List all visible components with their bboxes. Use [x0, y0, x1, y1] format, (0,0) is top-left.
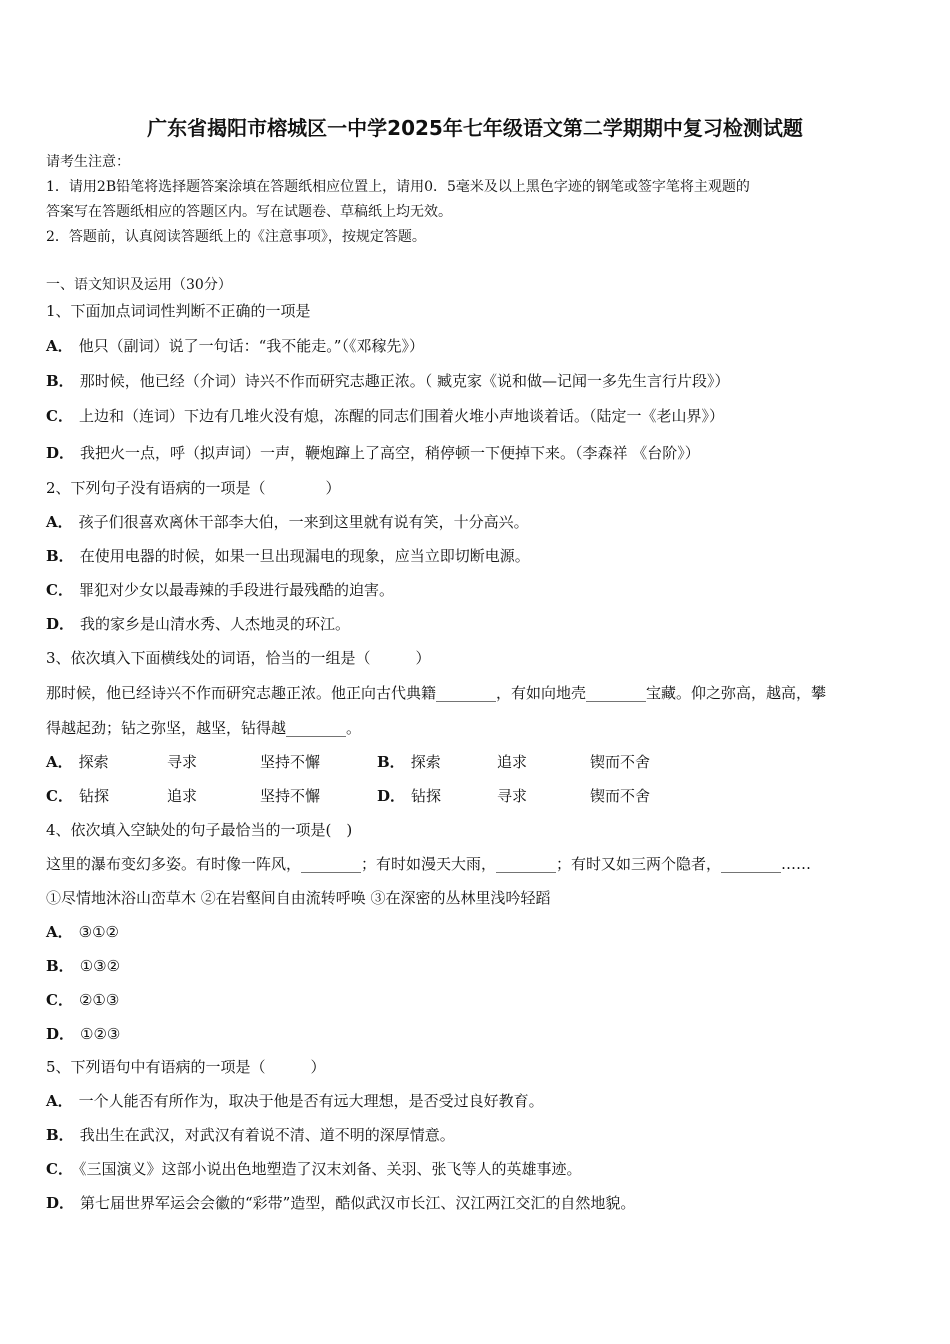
q3-option-d-word2: 寻求 [497, 787, 528, 805]
q4-passage: 这里的瀑布变幻多姿。有时像一阵风，________；有时如漫天大雨，________；有时又如三两个隐者，________…… [46, 855, 812, 873]
q5-option-c: C． 《三国演义》这部小说出色地塑造了汉末刘备、关羽、张飞等人的英雄事迹。 [46, 1160, 582, 1178]
q3-passage-a: 那时候，他已经诗兴不作而研究志趣正浓。他正向古代典籍________，有如向地壳________宝藏。仰之弥高，越高，攀 [46, 684, 827, 702]
q2-option-a: A． 孩子们很喜欢离休干部李大伯，一来到这里就有说有笑，十分高兴。 [46, 513, 529, 531]
q3-option-b-word2: 追求 [497, 753, 528, 771]
q3-option-a-word3: 坚持不懈 [260, 753, 321, 771]
q3-passage-b: 得越起劲；钻之弥坚，越坚，钻得越________。 [46, 719, 362, 737]
q4-choices: ①尽情地沐浴山峦草木 ②在岩壑间自由流转呼唤 ③在深密的丛林里浅吟轻蹈 [46, 889, 551, 907]
q1-option-d: D． 我把火一点，呼（拟声词）一声，鞭炮蹿上了高空，稍停顿一下便掉下来。（李森祥 《台阶》） [46, 444, 700, 462]
q2-option-d: D． 我的家乡是山清水秀、人杰地灵的环江。 [46, 615, 351, 633]
q5-stem: 5、下列语句中有语病的一项是（ ） [46, 1058, 326, 1076]
q5-option-d: D． 第七届世界军运会会徽的“彩带”造型，酷似武汉市长江、汉江两江交汇的自然地貌。 [46, 1194, 636, 1212]
q3-option-b: B． 探索 [377, 753, 441, 771]
q2-option-c: C． 罪犯对少女以最毒辣的手段进行最残酷的迫害。 [46, 581, 394, 599]
q5-option-a: A． 一个人能否有所作为，取决于他是否有远大理想，是否受过良好教育。 [46, 1092, 544, 1110]
notice-heading: 请考生注意： [46, 154, 130, 170]
q2-option-b: B． 在使用电器的时候，如果一旦出现漏电的现象，应当立即切断电源。 [46, 547, 530, 565]
q1-stem: 1、下面加点词词性判断不正确的一项是 [46, 302, 311, 320]
q4-option-d: D． ①②③ [46, 1025, 121, 1043]
notice-item-1b: 答案写在答题纸相应的答题区内。写在试题卷、草稿纸上均无效。 [46, 204, 452, 220]
q3-option-c-word2: 追求 [167, 787, 198, 805]
q3-option-d-word3: 锲而不舍 [590, 787, 651, 805]
q3-option-b-word3: 锲而不舍 [590, 753, 651, 771]
q3-stem: 3、依次填入下面横线处的词语，恰当的一组是（ ） [46, 649, 431, 667]
q4-option-a: A． ③①② [46, 923, 119, 941]
section-heading: 一、语文知识及运用（30分） [46, 277, 232, 293]
q4-option-c: C． ②①③ [46, 991, 120, 1009]
q3-option-c-word3: 坚持不懈 [260, 787, 321, 805]
q3-option-d: D． 钻探 [377, 787, 442, 805]
q3-option-a-word2: 寻求 [167, 753, 198, 771]
q1-option-a: A． 他只（副词）说了一句话：“我不能走。”（《邓稼先》） [46, 337, 424, 355]
q4-stem: 4、依次填入空缺处的句子最恰当的一项是( ) [46, 821, 353, 839]
q5-option-b: B． 我出生在武汉，对武汉有着说不清、道不明的深厚情意。 [46, 1126, 455, 1144]
notice-item-1a: 1．请用2B铅笔将选择题答案涂填在答题纸相应位置上，请用0．5毫米及以上黑色字迹的钢笔或签字笔将主观题的 [46, 179, 750, 195]
q3-option-c: C． 钻探 [46, 787, 109, 805]
q1-option-b: B． 那时候，他已经（介词）诗兴不作而研究志趣正浓。（ 臧克家《说和做—记闻一多先生言行片段》） [46, 372, 730, 390]
q2-stem: 2、下列句子没有语病的一项是（ ） [46, 479, 341, 497]
q3-option-a: A． 探索 [46, 753, 109, 771]
q4-option-b: B． ①③② [46, 957, 121, 975]
notice-item-2: 2．答题前，认真阅读答题纸上的《注意事项》，按规定答题。 [46, 229, 426, 245]
q1-option-c: C． 上边和（连词）下边有几堆火没有熄，冻醒的同志们围着火堆小声地谈着话。（陆定一《老山界》） [46, 407, 724, 425]
page-title: 广东省揭阳市榕城区一中学2025年七年级语文第二学期期中复习检测试题 [147, 116, 803, 140]
